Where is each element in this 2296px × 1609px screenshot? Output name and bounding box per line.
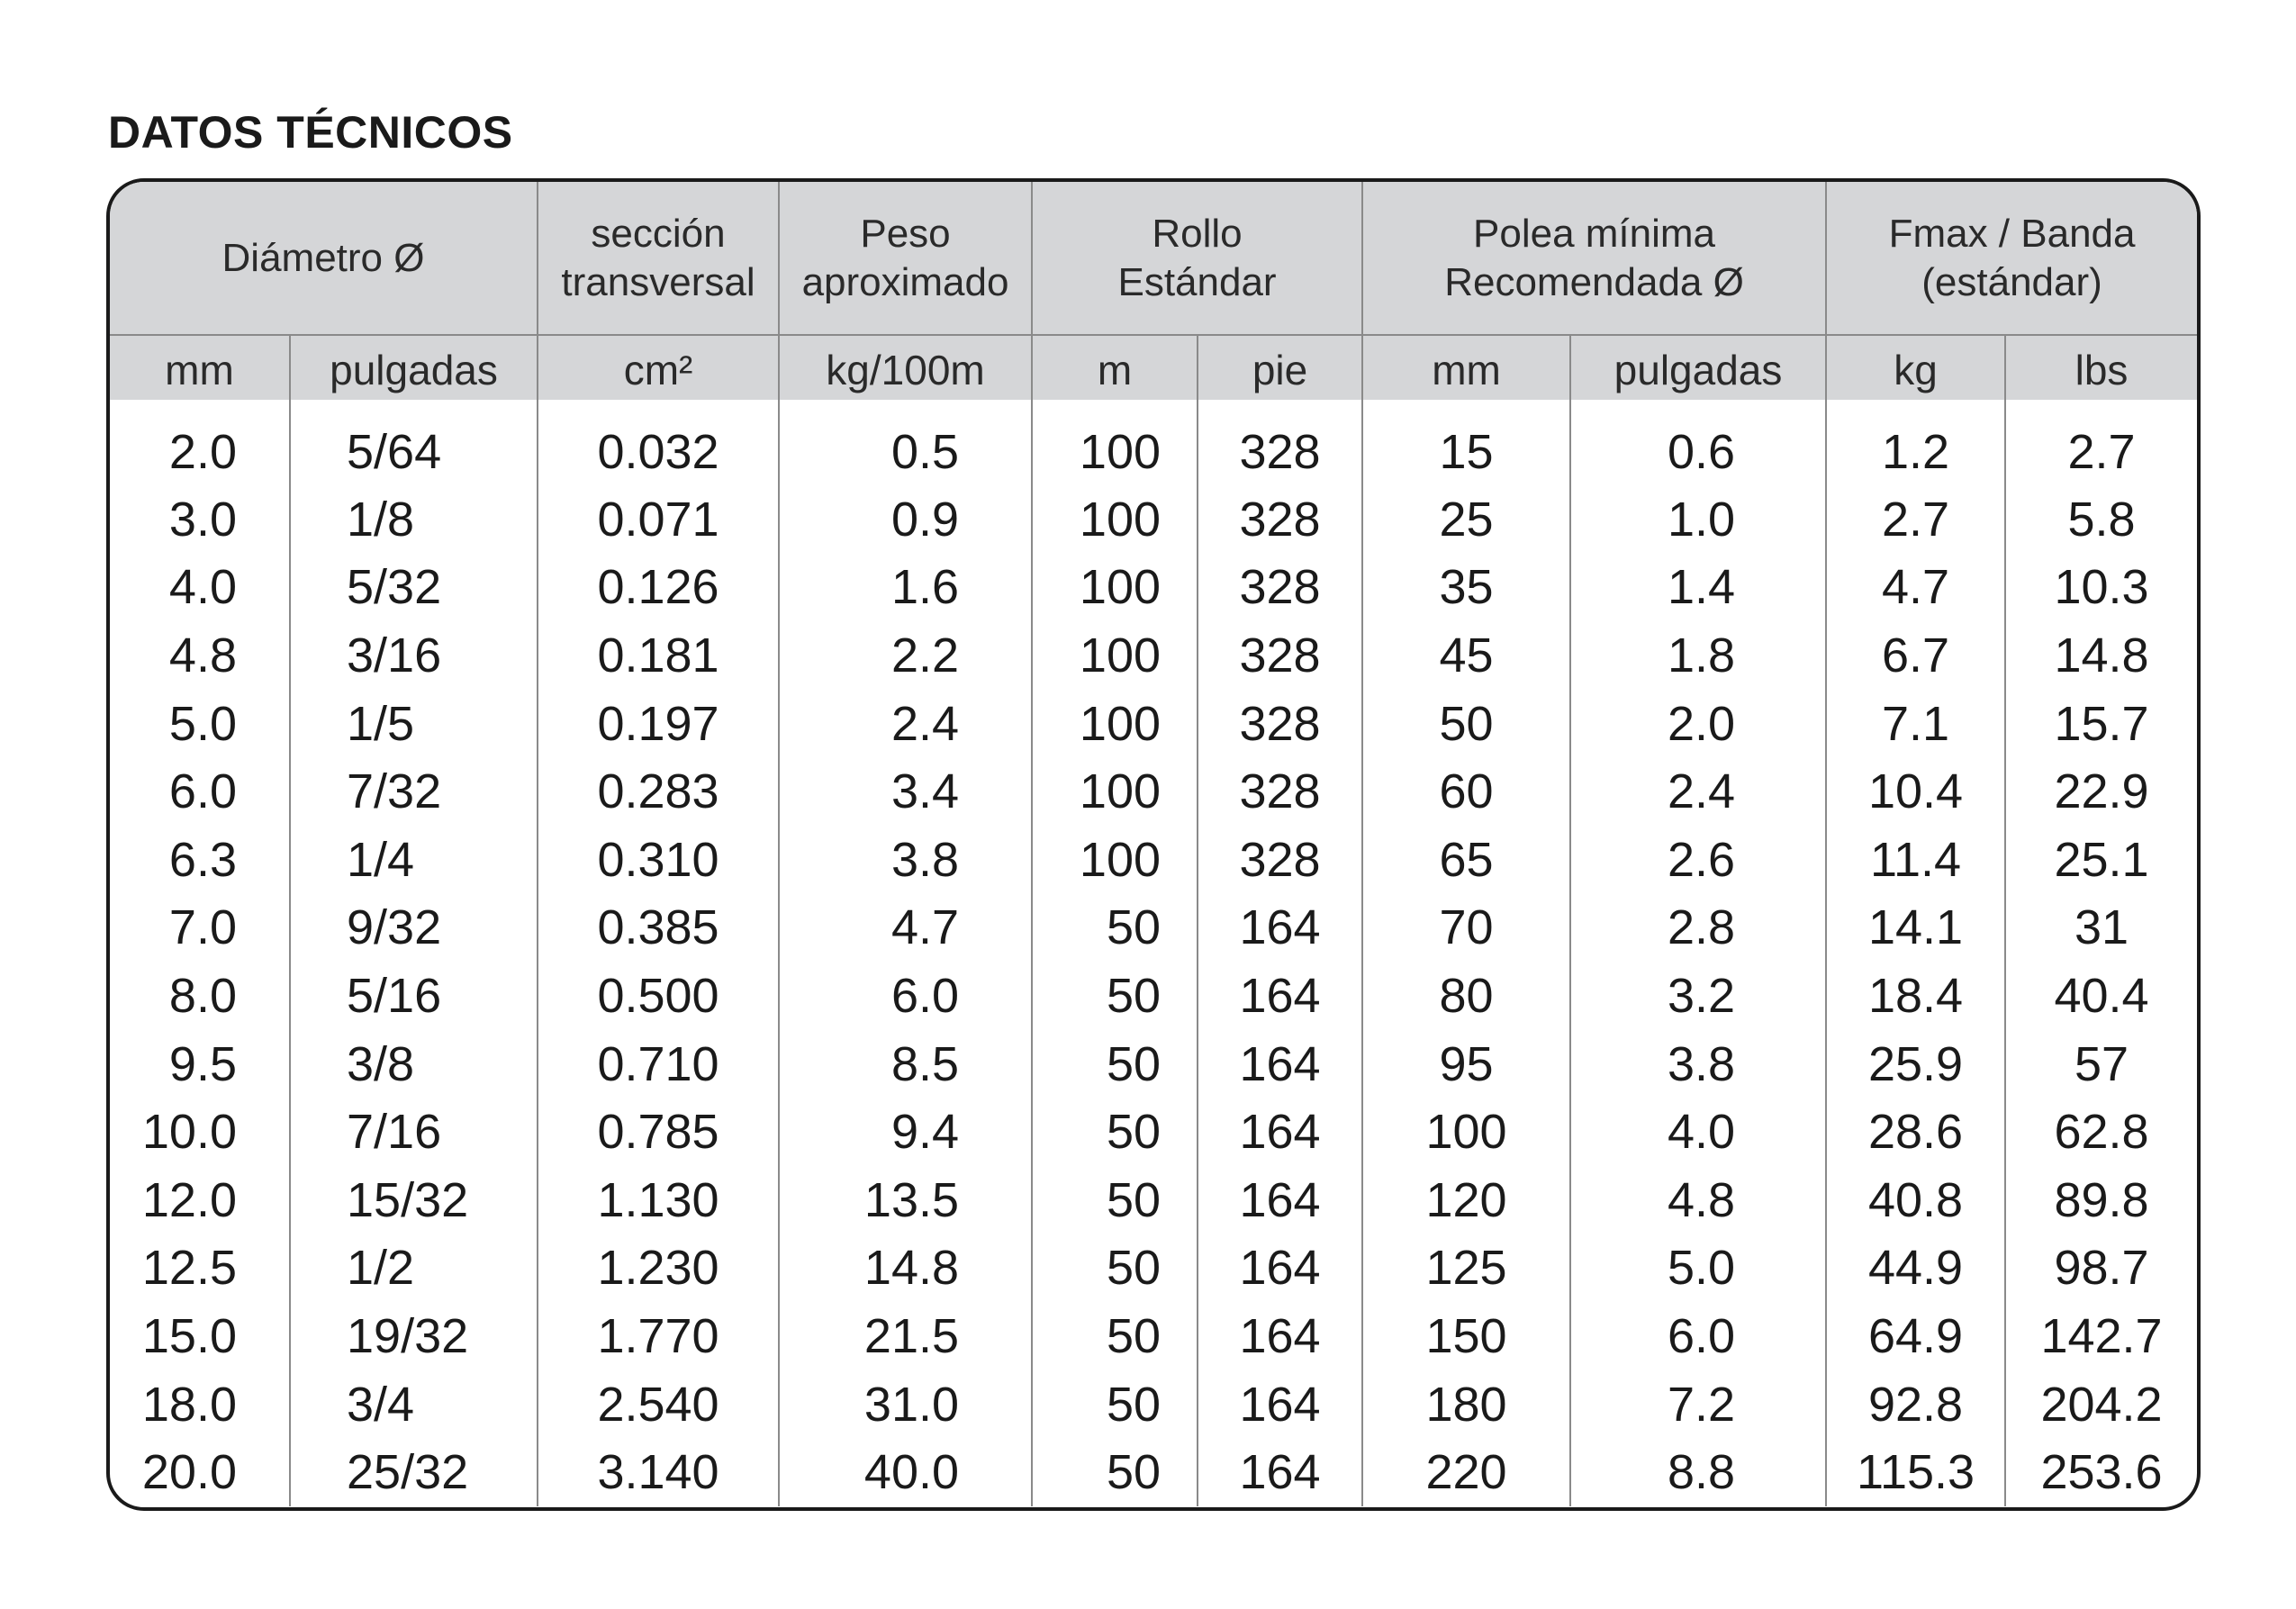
cell-fmax-kg: 7.1 (1826, 690, 2005, 758)
header-line: Estándar (1117, 259, 1277, 304)
header-line: Recomendada Ø (1444, 259, 1744, 304)
cell-diametro-pulgadas: 25/32 (290, 1438, 538, 1506)
cell-fmax-kg: 6.7 (1826, 621, 2005, 690)
header-line: sección (591, 211, 726, 256)
page-title: DATOS TÉCNICOS (108, 107, 513, 158)
cell-diametro-mm: 12.5 (141, 1241, 237, 1296)
cell-seccion-cm2: 0.126 (538, 554, 779, 622)
unit-rollo-pie: pie (1198, 335, 1362, 400)
cell-rollo-pie: 164 (1198, 1370, 1362, 1439)
cell-fmax-lbs: 142.7 (2005, 1302, 2197, 1370)
cell-rollo-pie: 328 (1198, 554, 1362, 622)
cell-peso-kg100m: 1.6 (779, 554, 1032, 622)
cell-rollo-pie: 164 (1198, 962, 1362, 1030)
header-polea (1362, 182, 1826, 335)
cell-peso-kg100m: 21.5 (779, 1302, 1032, 1370)
header-seccion (538, 182, 779, 335)
cell-fmax-lbs: 10.3 (2005, 554, 2197, 622)
cell-polea-mm: 100 (1362, 1098, 1570, 1166)
cell-fmax-kg: 4.7 (1826, 554, 2005, 622)
cell-seccion-cm2: 0.283 (538, 757, 779, 826)
cell-diametro-mm: 20.0 (141, 1445, 237, 1500)
cell-fmax-lbs: 204.2 (2005, 1370, 2197, 1439)
cell-rollo-pie: 164 (1198, 1234, 1362, 1303)
cell-rollo-m: 100 (1032, 826, 1198, 894)
table-row (110, 962, 2197, 1030)
header-line: Peso (860, 211, 951, 256)
cell-rollo-pie: 328 (1198, 757, 1362, 826)
cell-fmax-kg: 44.9 (1826, 1234, 2005, 1303)
cell-fmax-kg: 14.1 (1826, 894, 2005, 963)
unit-polea-mm: mm (1362, 335, 1570, 400)
table-row (110, 400, 2197, 485)
cell-diametro-pulgadas: 7/16 (290, 1098, 538, 1166)
cell-seccion-cm2: 1.130 (538, 1166, 779, 1234)
cell-seccion-cm2: 0.310 (538, 826, 779, 894)
header-line: Fmax / Banda (1888, 211, 2136, 256)
cell-diametro-mm: 5.0 (168, 696, 237, 751)
cell-peso-kg100m: 40.0 (779, 1438, 1032, 1506)
table-row (110, 1438, 2197, 1506)
cell-diametro-pulgadas: 1/5 (290, 690, 538, 758)
cell-peso-kg100m: 6.0 (779, 962, 1032, 1030)
cell-fmax-kg: 92.8 (1826, 1370, 2005, 1439)
cell-rollo-pie: 164 (1198, 1438, 1362, 1506)
unit-peso-kg100m: kg/100m (779, 335, 1032, 400)
cell-fmax-lbs: 62.8 (2005, 1098, 2197, 1166)
cell-diametro-pulgadas: 3/8 (290, 1030, 538, 1098)
cell-diametro-mm: 8.0 (168, 968, 237, 1023)
cell-seccion-cm2: 0.385 (538, 894, 779, 963)
cell-fmax-kg: 11.4 (1826, 826, 2005, 894)
cell-peso-kg100m: 3.4 (779, 757, 1032, 826)
cell-rollo-m: 100 (1032, 621, 1198, 690)
cell-diametro-mm: 7.0 (168, 900, 237, 955)
cell-polea-mm: 15 (1362, 400, 1570, 485)
cell-peso-kg100m: 31.0 (779, 1370, 1032, 1439)
cell-rollo-m: 100 (1032, 690, 1198, 758)
cell-seccion-cm2: 3.140 (538, 1438, 779, 1506)
cell-rollo-m: 50 (1032, 1234, 1198, 1303)
cell-polea-pulgadas: 8.8 (1570, 1438, 1826, 1506)
cell-polea-pulgadas: 1.0 (1570, 485, 1826, 554)
cell-polea-pulgadas: 0.6 (1570, 400, 1826, 485)
cell-seccion-cm2: 0.785 (538, 1098, 779, 1166)
cell-polea-mm: 95 (1362, 1030, 1570, 1098)
cell-diametro-pulgadas: 3/4 (290, 1370, 538, 1439)
cell-diametro-mm: 18.0 (141, 1377, 237, 1432)
cell-diametro-pulgadas: 1/8 (290, 485, 538, 554)
cell-peso-kg100m: 13.5 (779, 1166, 1032, 1234)
unit-diametro-mm: mm (110, 335, 290, 400)
table-row (110, 621, 2197, 690)
cell-fmax-lbs: 5.8 (2005, 485, 2197, 554)
cell-peso-kg100m: 0.5 (779, 400, 1032, 485)
header-line: Rollo (1152, 211, 1243, 256)
cell-rollo-pie: 164 (1198, 894, 1362, 963)
cell-polea-mm: 125 (1362, 1234, 1570, 1303)
header-line: Polea mínima (1473, 211, 1716, 256)
unit-seccion-cm2: cm² (538, 335, 779, 400)
cell-fmax-kg: 10.4 (1826, 757, 2005, 826)
cell-polea-mm: 35 (1362, 554, 1570, 622)
header-peso (779, 182, 1032, 335)
cell-rollo-pie: 328 (1198, 690, 1362, 758)
cell-diametro-mm: 10.0 (141, 1105, 237, 1160)
cell-fmax-lbs: 31 (2005, 894, 2197, 963)
cell-polea-pulgadas: 2.4 (1570, 757, 1826, 826)
cell-peso-kg100m: 3.8 (779, 826, 1032, 894)
cell-polea-pulgadas: 2.6 (1570, 826, 1826, 894)
cell-rollo-m: 50 (1032, 1030, 1198, 1098)
unit-fmax-lbs: lbs (2005, 335, 2197, 400)
cell-polea-pulgadas: 2.8 (1570, 894, 1826, 963)
cell-polea-mm: 220 (1362, 1438, 1570, 1506)
technical-data-table (110, 182, 2197, 1506)
cell-seccion-cm2: 0.197 (538, 690, 779, 758)
cell-polea-mm: 65 (1362, 826, 1570, 894)
cell-rollo-pie: 328 (1198, 400, 1362, 485)
header-fmax (1826, 182, 2197, 335)
cell-seccion-cm2: 1.230 (538, 1234, 779, 1303)
cell-diametro-mm: 3.0 (168, 492, 237, 547)
cell-rollo-pie: 164 (1198, 1030, 1362, 1098)
cell-diametro-mm: 9.5 (168, 1036, 237, 1091)
header-line: aproximado (801, 259, 1009, 304)
cell-peso-kg100m: 0.9 (779, 485, 1032, 554)
cell-polea-mm: 60 (1362, 757, 1570, 826)
cell-rollo-pie: 164 (1198, 1098, 1362, 1166)
cell-polea-mm: 70 (1362, 894, 1570, 963)
cell-fmax-lbs: 57 (2005, 1030, 2197, 1098)
cell-fmax-lbs: 253.6 (2005, 1438, 2197, 1506)
table-row (110, 1370, 2197, 1439)
cell-polea-mm: 50 (1362, 690, 1570, 758)
technical-data-table-frame (106, 178, 2201, 1511)
cell-fmax-kg: 2.7 (1826, 485, 2005, 554)
cell-rollo-pie: 164 (1198, 1302, 1362, 1370)
cell-seccion-cm2: 1.770 (538, 1302, 779, 1370)
header-line: Diámetro Ø (221, 235, 425, 280)
cell-fmax-kg: 115.3 (1826, 1438, 2005, 1506)
cell-fmax-lbs: 98.7 (2005, 1234, 2197, 1303)
cell-diametro-mm: 15.0 (141, 1308, 237, 1363)
cell-fmax-lbs: 14.8 (2005, 621, 2197, 690)
cell-polea-pulgadas: 1.8 (1570, 621, 1826, 690)
cell-fmax-lbs: 22.9 (2005, 757, 2197, 826)
cell-polea-mm: 150 (1362, 1302, 1570, 1370)
cell-seccion-cm2: 0.500 (538, 962, 779, 1030)
cell-fmax-kg: 64.9 (1826, 1302, 2005, 1370)
cell-rollo-m: 50 (1032, 962, 1198, 1030)
cell-rollo-pie: 164 (1198, 1166, 1362, 1234)
cell-fmax-kg: 1.2 (1826, 400, 2005, 485)
cell-diametro-mm: 6.0 (168, 764, 237, 819)
table-row (110, 1098, 2197, 1166)
cell-fmax-lbs: 15.7 (2005, 690, 2197, 758)
cell-polea-pulgadas: 4.0 (1570, 1098, 1826, 1166)
cell-seccion-cm2: 0.032 (538, 400, 779, 485)
cell-diametro-pulgadas: 5/16 (290, 962, 538, 1030)
cell-rollo-m: 50 (1032, 1098, 1198, 1166)
cell-seccion-cm2: 0.071 (538, 485, 779, 554)
cell-polea-pulgadas: 3.8 (1570, 1030, 1826, 1098)
cell-peso-kg100m: 2.2 (779, 621, 1032, 690)
cell-diametro-mm: 6.3 (168, 832, 237, 887)
cell-diametro-pulgadas: 1/4 (290, 826, 538, 894)
cell-fmax-kg: 28.6 (1826, 1098, 2005, 1166)
header-line: (estándar) (1921, 259, 2102, 304)
cell-diametro-mm: 4.0 (168, 560, 237, 615)
cell-fmax-lbs: 25.1 (2005, 826, 2197, 894)
cell-diametro-pulgadas: 1/2 (290, 1234, 538, 1303)
header-unit-row (110, 335, 2197, 400)
table-row (110, 1302, 2197, 1370)
cell-polea-pulgadas: 4.8 (1570, 1166, 1826, 1234)
unit-fmax-kg: kg (1826, 335, 2005, 400)
unit-polea-pulgadas: pulgadas (1570, 335, 1826, 400)
table-row (110, 1234, 2197, 1303)
table-row (110, 485, 2197, 554)
header-line: transversal (561, 259, 755, 304)
cell-peso-kg100m: 14.8 (779, 1234, 1032, 1303)
cell-diametro-mm: 12.0 (141, 1172, 237, 1227)
cell-polea-pulgadas: 3.2 (1570, 962, 1826, 1030)
header-diametro (110, 182, 538, 335)
table-row (110, 554, 2197, 622)
cell-polea-pulgadas: 5.0 (1570, 1234, 1826, 1303)
cell-seccion-cm2: 2.540 (538, 1370, 779, 1439)
cell-diametro-pulgadas: 3/16 (290, 621, 538, 690)
cell-rollo-m: 100 (1032, 757, 1198, 826)
cell-rollo-m: 50 (1032, 1370, 1198, 1439)
cell-rollo-pie: 328 (1198, 621, 1362, 690)
table-row (110, 690, 2197, 758)
cell-peso-kg100m: 9.4 (779, 1098, 1032, 1166)
unit-rollo-m: m (1032, 335, 1198, 400)
cell-peso-kg100m: 8.5 (779, 1030, 1032, 1098)
cell-polea-pulgadas: 2.0 (1570, 690, 1826, 758)
cell-rollo-m: 50 (1032, 894, 1198, 963)
cell-peso-kg100m: 4.7 (779, 894, 1032, 963)
cell-polea-mm: 45 (1362, 621, 1570, 690)
cell-diametro-pulgadas: 19/32 (290, 1302, 538, 1370)
cell-rollo-m: 100 (1032, 400, 1198, 485)
table-row (110, 1030, 2197, 1098)
cell-rollo-pie: 328 (1198, 485, 1362, 554)
cell-rollo-m: 100 (1032, 554, 1198, 622)
cell-polea-pulgadas: 7.2 (1570, 1370, 1826, 1439)
cell-polea-mm: 80 (1362, 962, 1570, 1030)
cell-diametro-mm: 2.0 (168, 424, 237, 479)
cell-rollo-pie: 328 (1198, 826, 1362, 894)
header-rollo (1032, 182, 1362, 335)
cell-rollo-m: 50 (1032, 1302, 1198, 1370)
cell-polea-mm: 25 (1362, 485, 1570, 554)
header-group-row (110, 182, 2197, 335)
cell-diametro-pulgadas: 5/64 (290, 400, 538, 485)
table-body (110, 400, 2197, 1506)
cell-rollo-m: 50 (1032, 1438, 1198, 1506)
cell-seccion-cm2: 0.710 (538, 1030, 779, 1098)
cell-polea-mm: 180 (1362, 1370, 1570, 1439)
cell-fmax-lbs: 40.4 (2005, 962, 2197, 1030)
cell-fmax-lbs: 89.8 (2005, 1166, 2197, 1234)
cell-fmax-kg: 18.4 (1826, 962, 2005, 1030)
cell-peso-kg100m: 2.4 (779, 690, 1032, 758)
cell-seccion-cm2: 0.181 (538, 621, 779, 690)
cell-rollo-m: 50 (1032, 1166, 1198, 1234)
table-row (110, 826, 2197, 894)
cell-polea-pulgadas: 6.0 (1570, 1302, 1826, 1370)
table-row (110, 1166, 2197, 1234)
cell-diametro-pulgadas: 9/32 (290, 894, 538, 963)
cell-polea-mm: 120 (1362, 1166, 1570, 1234)
cell-diametro-pulgadas: 7/32 (290, 757, 538, 826)
cell-fmax-kg: 40.8 (1826, 1166, 2005, 1234)
cell-fmax-kg: 25.9 (1826, 1030, 2005, 1098)
cell-polea-pulgadas: 1.4 (1570, 554, 1826, 622)
cell-rollo-m: 100 (1032, 485, 1198, 554)
unit-diametro-pulgadas: pulgadas (290, 335, 538, 400)
table-row (110, 894, 2197, 963)
cell-diametro-pulgadas: 15/32 (290, 1166, 538, 1234)
table-header (110, 182, 2197, 400)
cell-fmax-lbs: 2.7 (2005, 400, 2197, 485)
table-row (110, 757, 2197, 826)
cell-diametro-pulgadas: 5/32 (290, 554, 538, 622)
cell-diametro-mm: 4.8 (168, 628, 237, 682)
